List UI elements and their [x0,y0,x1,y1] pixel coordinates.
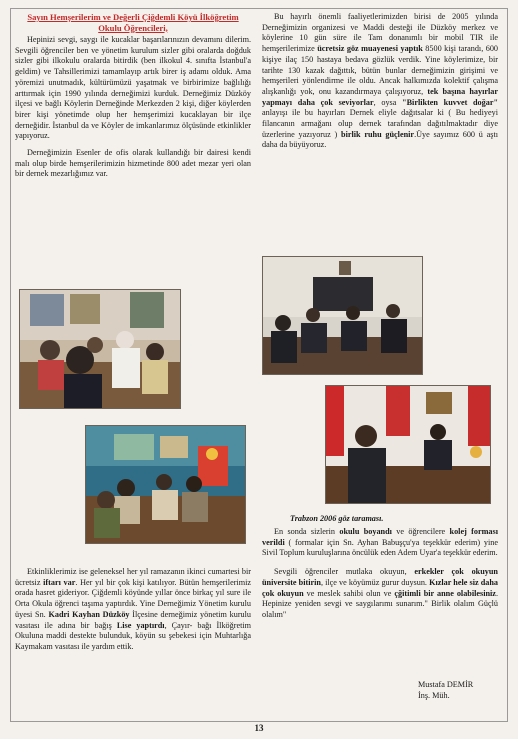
signature-title: İnş. Müh. [418,690,450,700]
meeting-photo-2 [85,425,246,544]
bold-text: tek başına hayırlar yapmayı daha çok seviyorlar [262,86,499,107]
left-paragraph-2: Derneğimizin Esenler de ofis olarak kullandığı bir dairesi kendi malı olup birde hemşerilerimizin hizmetinde 800 adet mezar yeri olan bir dernek mezarlığımız var. [15,148,251,179]
text-span: Etkinliklerimiz ise geleneksel her yıl ramazanın ikinci cumartesi bir ücretsiz [15,567,251,587]
bold-text: Kadri Kayhan Düzköy [48,609,130,619]
text-span: . Hepinize yeniden sevgi ve saygılarımı sunarım." Birlik olalım Güçlü olalım" [262,588,498,619]
text-span: , ilçe ve köyümüz gurur duysun. [320,577,430,587]
photo-caption: Trabzon 2006 göz taraması. [290,514,384,523]
page-number: 13 [254,723,264,733]
text-span: Bu hayırlı önemli faaliyetlerimizden birisi de 2005 yılında Derneğimizin organizesi ve Maddi desteği ile Düzköy merkez ve köylerine 10 gün süre ile Tam donanımlı bir mobil TIR ile hemşerilerimize [262,12,498,54]
left-paragraph-1: Hepinizi sevgi, saygı ile kucaklar başarılarınızın devamını dilerim. Sevgili öğrenciler ben ve yönetim kurulum sizler gibi oralarda doğduk sizler gibi ilkokulu oralarda bitirdik (ben ilkokul 4. sınıfta İstanbul'a geldim) ve Tahsillerimizi tamamlayıp artık birer iş adamı olduk. Ama yöremizi unutmadık, kültürümüzü yaşatmak ve birbirimize bağlılığı arttırmak için 1990 yılında derneğimizi kurduk. Derneğimiz Düzköy ilçesi ve bağlı Köylerin Derneğinde Merkezden 2 kişi, diğer köylerden birer kişi yönetimde olup her hemşerimizi kucaklayan bir ilçe derneğidir. İstanbul da ve Köyler de imkanlarımız ölçüsünde etkinlikler yapıyoruz. [15,35,251,141]
article-title: Sayın Hemşerilerim ve Değerli Çiğdemli Köyü İlköğretim Okulu Öğrencileri, [27,12,239,33]
text-span: . Her yıl bir çok kişi katılıyor. Bütün hemşerilerimiz orada hasret gideriyor. Çiğdemli köyünde yıllar önce birkaç yıl sure ile Orta Okula öğrenci taşıma yaptırdık. Yine Derneğimiz Yönetim kurulu üyesi Sn. [15,577,251,619]
text-span: , oysa [373,97,403,107]
meeting-photo-4 [325,385,491,504]
right-paragraph-1 [262,12,498,151]
text-span: , Çayır- bağı İlköğretim Okuluna maddi destekte bulunduk, köyün su şebekesi için Muhtarlığa Kaymakam vasıtası ile yardım ettik. [15,620,252,651]
meeting-photo-4-image [326,386,490,503]
bold-text: Kızlar hele siz daha çok okuyun [262,577,499,598]
right-column [262,12,498,157]
signature-name: Mustafa DEMİR [418,680,474,689]
text-span: ( formalar için Sn. Ayhan Babuşçu'ya teşekkür ederim) yine Sivil Toplum kuruluşlarına öncülük eden Adem Uyar'a teşekkür ederim. [262,537,498,558]
left-column [15,12,251,186]
text-span: En sonda sizlerin [274,527,340,536]
text-span: anlayışı ile bu hayırları Dernek eliyle dağıtsalar ki ( Bu hediyeyi filancanın armağanı olup dernek tarafından dağıtılmaktadır diye üzerlerine yazıyoruz ) [262,108,498,139]
bold-text: kolej forması verildi [262,527,498,547]
right-paragraph-2 [262,527,498,559]
bold-text: okulu boyandı [339,527,392,536]
text-span: .Üye sayımız 600 ü aştı daha da büyüyoruz. [262,129,499,150]
text-span: İlçesine derneğimiz yönetim kurulu vasıtası ile adına bir bağış [15,609,252,630]
right-column-lower [262,527,498,627]
text-span: 8500 kişi tarandı, 600 kişiye ilaç 150 hastaya bedava gözlük verdik. Yine köylerimize, bir tarihte 130 kazak dağıttık, bütün bunlar derneğimizin girişimi ve hemşerileri yönlendirme ile oldu. Ancak halkımızda kolektif çalışma alışkanlığı yok, onu kazandırmaya çalışıyoruz, [262,44,499,96]
left-paragraph-3 [15,567,251,653]
bold-text: "Birlikten kuvvet doğar" [402,97,498,107]
text-span: Sevgili öğrenciler mutlaka okuyun, [274,567,415,577]
bold-text: birlik ruhu güçlenir [341,129,415,139]
meeting-photo-1 [19,289,181,409]
bold-text: çğitimli bir anne olabilesiniz [394,588,496,598]
bold-text: iftarı var [43,577,76,587]
text-span: ve meslek sahibi olun ve [303,588,395,598]
text-span: ve öğrencilere [391,527,450,536]
meeting-photo-2-image [86,426,245,543]
meeting-photo-3 [262,256,423,375]
meeting-photo-1-image [20,290,180,408]
right-paragraph-3 [262,567,498,621]
bold-text: Lise yaptırdı [116,620,165,630]
bold-text: erkekler çok okuyun üniversite bitirin [262,567,498,587]
left-column-lower [15,567,251,659]
bold-text: ücretsiz göz muayenesi yaptık [317,44,423,54]
signature-block [418,680,473,701]
meeting-photo-3-image [263,257,422,374]
